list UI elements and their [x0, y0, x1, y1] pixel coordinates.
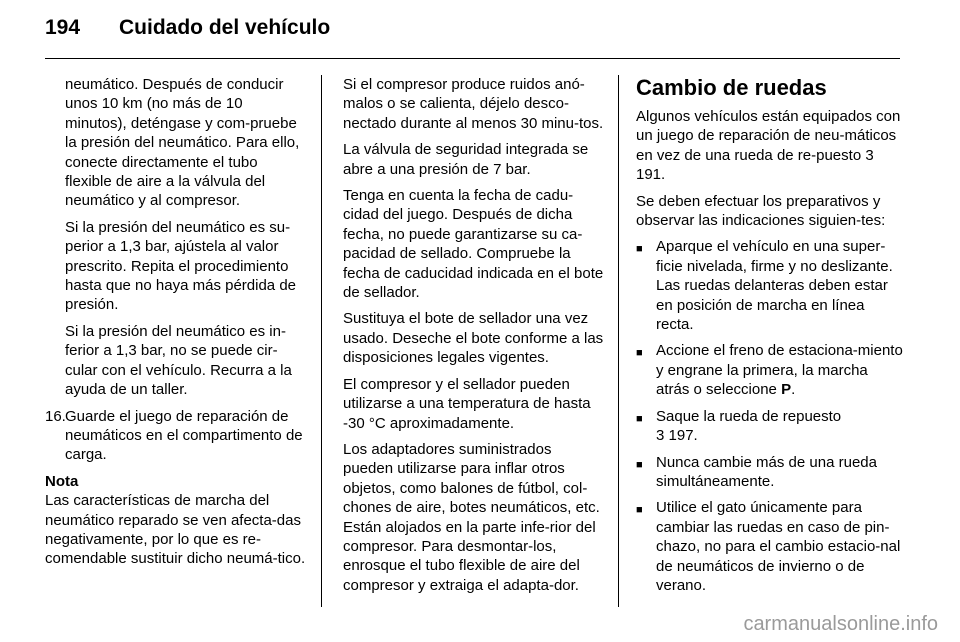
paragraph: El compresor y el sellador pueden utilizarse a una temperatura de hasta -30 °C aproximadamente. [343, 375, 591, 432]
gear-label: P [781, 381, 792, 399]
step-text: Guarde el juego de reparación de neumáticos en el compartimento de carga. [65, 407, 303, 464]
column-right [636, 75, 904, 602]
paragraph: Algunos vehículos están equipados con un juego de reparación de neu-máticos en vez de una rueda de re-puesto 3 191. [636, 108, 901, 184]
paragraph: Los adaptadores suministrados pueden utilizarse para inflar otros objetos, como balones de fútbol, col-chones de aire, botes neumáticos, etc. Están alojados en la parte infe-rior del compresor. Para desmontar-los, enrosque el tubo flexible de aire del compresor y extraiga el adapta-dor. [343, 440, 600, 594]
paragraph: Se deben efectuar los preparativos y observar las indicaciones siguien-tes: [636, 192, 886, 230]
list-item: ■ Utilice el gato únicamente para cambiar las ruedas en caso de pin-chazo, no para el cambio estacio-nal de neumáticos de invierno o de verano. [636, 499, 901, 594]
paragraph: La válvula de seguridad integrada se abre a una presión de 7 bar. [343, 141, 589, 178]
paragraph: neumático. Después de conducir unos 10 km (no más de 10 minutos), deténgase y com-pruebe la presión del neumático. Para ello, conecte directamente el tubo flexible de aire a la válvula del neumático y al compresor. [65, 76, 300, 210]
paragraph: Si la presión del neumático es in-ferior a 1,3 bar, no se puede cir-cular con el vehículo. Recurra a la ayuda de un taller. [65, 322, 292, 399]
bullet-icon: ■ [636, 347, 643, 360]
page-reference: 3 191. [636, 146, 874, 184]
column-left [45, 75, 307, 576]
bullet-icon: ■ [636, 412, 643, 425]
page-reference: 3 197. [656, 427, 698, 445]
paragraph: Si el compresor produce ruidos anó-malos o se calienta, déjelo desco-nectado durante al menos 30 minu-tos. [343, 76, 604, 132]
bullet-icon: ■ [636, 504, 643, 517]
column-divider [618, 75, 619, 607]
step-number: 16. [45, 407, 66, 425]
list-item: ■ Accione el freno de estaciona-miento y engrane la primera, la marcha atrás o seleccione P. [636, 342, 903, 399]
page-number: 194 [45, 16, 81, 39]
header-rule [45, 58, 900, 59]
bullet-list [636, 237, 904, 595]
paragraph: Sustituya el bote de sellador una vez usado. Deseche el bote conforme a las disposiciones legales vigentes. [343, 310, 604, 367]
list-item: ■ Nunca cambie más de una rueda simultáneamente. [636, 453, 877, 490]
bullet-icon: ■ [636, 458, 643, 471]
numbered-step [45, 407, 307, 465]
column-divider [321, 75, 322, 607]
list-item: ■ Saque la rueda de repuesto 3 197. [636, 407, 842, 445]
note-text: Las características de marcha del neumático reparado se ven afecta-das negativamente, por lo que es re-comendable sustituir dicho neumá-tico. [45, 492, 306, 568]
column-middle [343, 75, 605, 602]
section-heading: Cambio de ruedas [636, 75, 827, 100]
note-title: Nota [45, 472, 79, 490]
list-item: ■ Aparque el vehículo en una super-ficie nivelada, firme y no deslizante. Las ruedas delanteras deben estar en posición de marcha en línea recta. [636, 238, 893, 334]
paragraph: Tenga en cuenta la fecha de cadu-cidad del juego. Después de dicha fecha, no puede garantizarse su ca-pacidad de sellado. Compruebe la fecha de caducidad indicada en el bote de sellador. [343, 187, 604, 302]
watermark: carmanualsonline.info [743, 613, 938, 635]
paragraph: Si la presión del neumático es su-perior a 1,3 bar, ajústela al valor prescrito. Repita el procedimiento hasta que no haya más pérdida de presión. [65, 218, 296, 314]
bullet-icon: ■ [636, 243, 643, 256]
page-header [45, 16, 330, 40]
page-title: Cuidado del vehículo [119, 16, 331, 39]
